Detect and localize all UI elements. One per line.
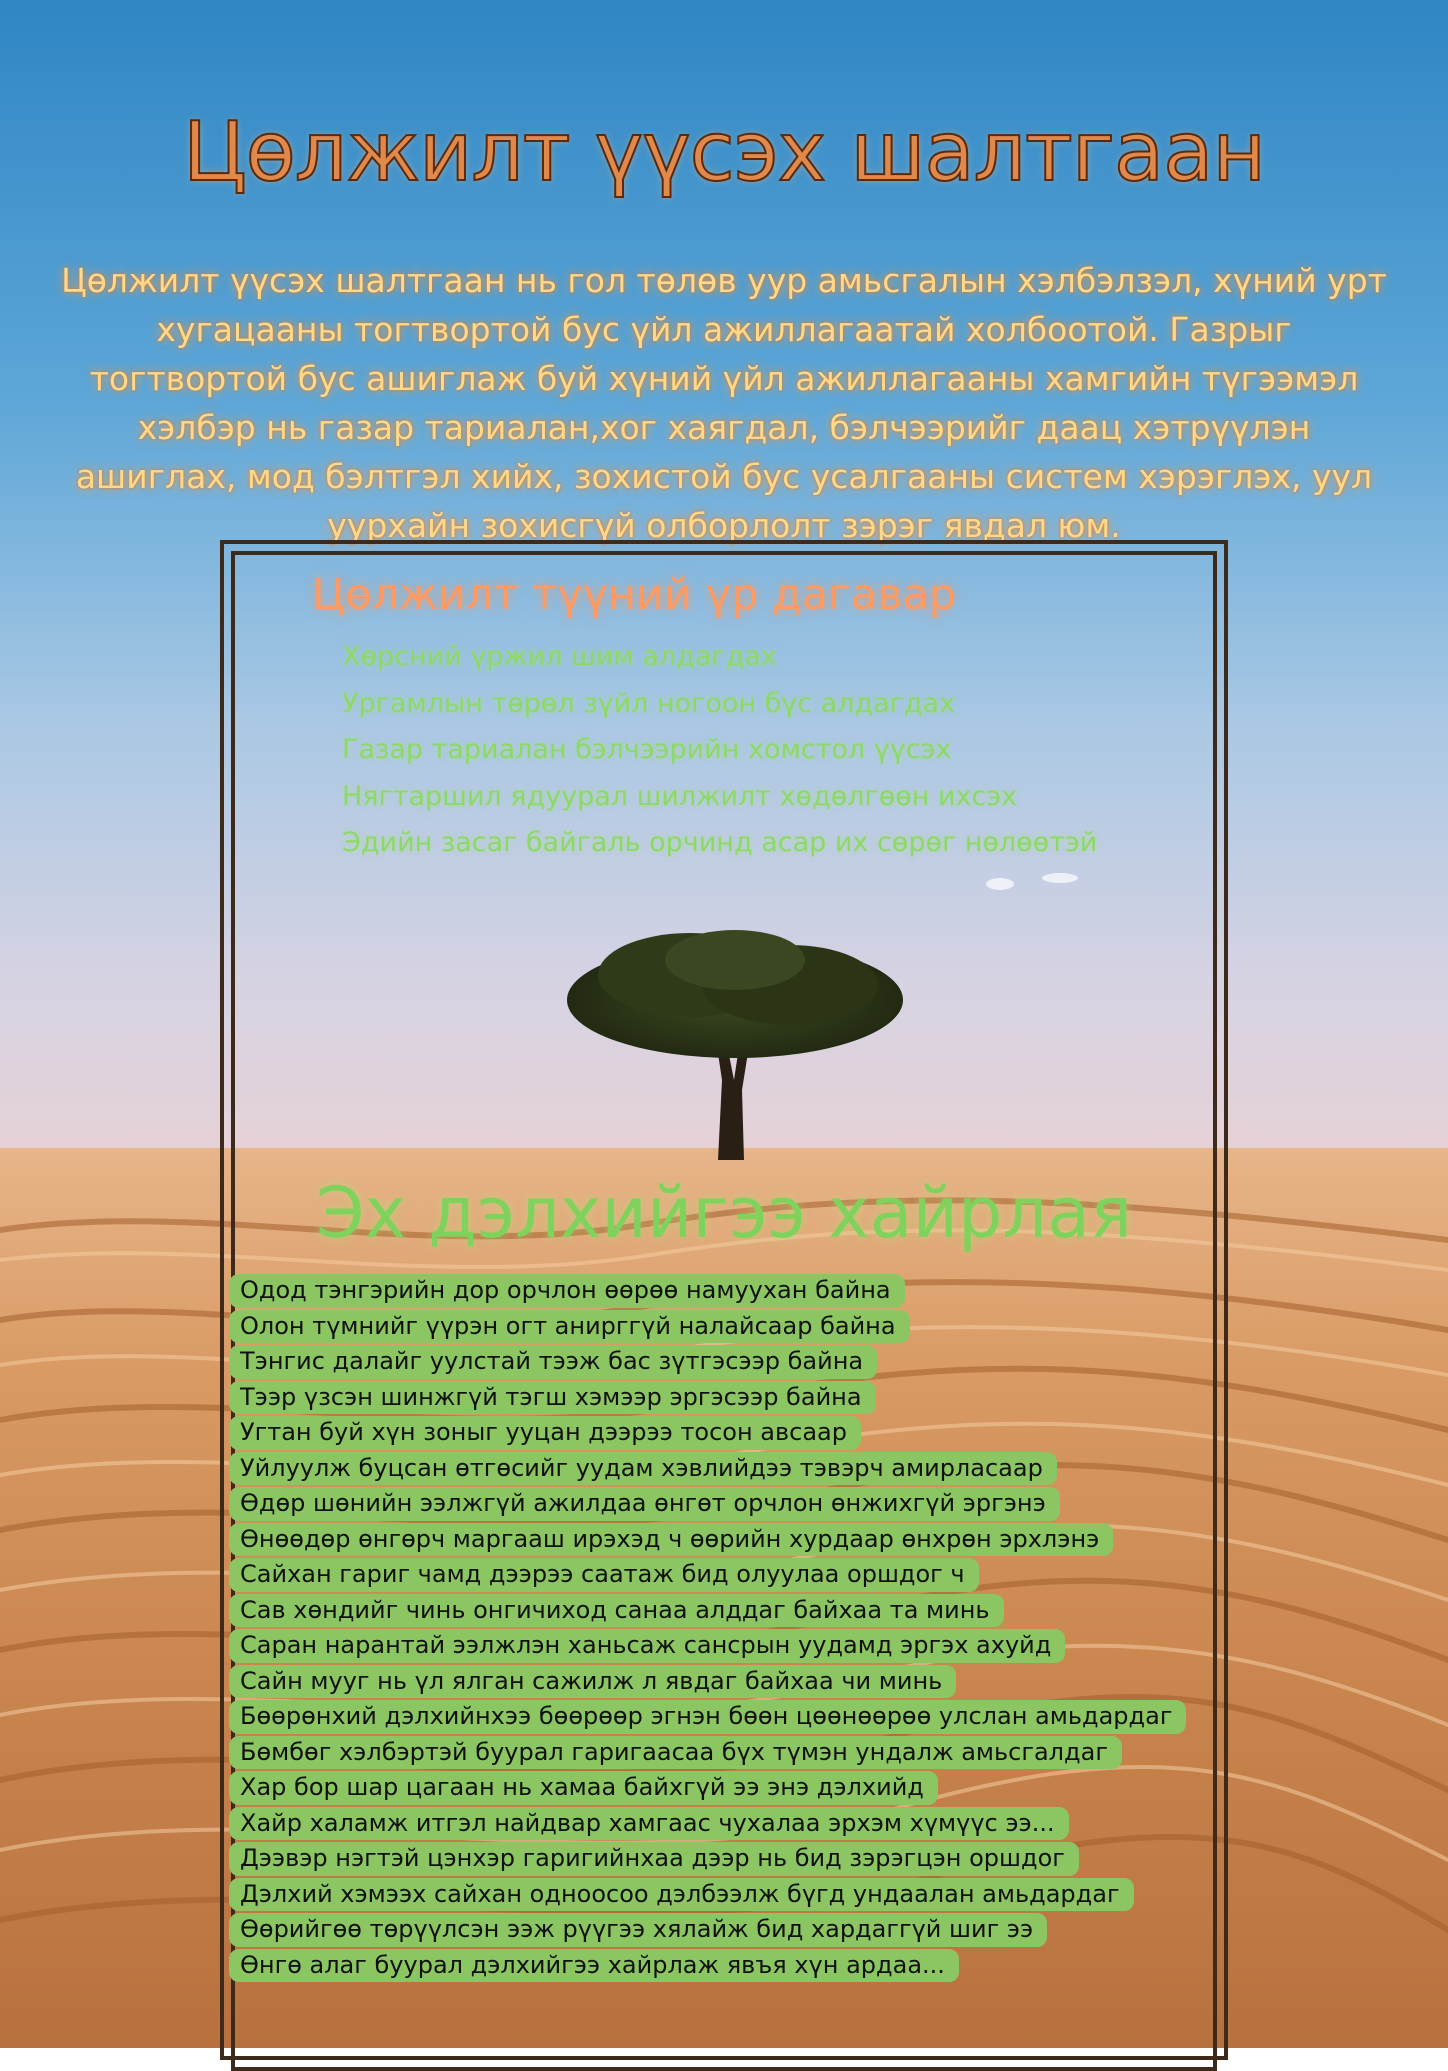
effects-list: [342, 634, 1097, 867]
poem-line: Өдөр шөнийн ээлжгүй ажилдаа өнгөт орчлон өнжихгүй эргэнэ: [229, 1487, 1060, 1521]
poem-title: Эх дэлхийгээ хайрлая: [315, 1172, 1133, 1254]
poem-line: Өнгө алаг буурал дэлхийгээ хайрлаж явъя хүн ардаа...: [229, 1949, 959, 1983]
effects-item: Ургамлын төрөл зүйл ногоон бүс алдагдах: [342, 687, 956, 719]
effects-item: Эдийн засаг байгаль орчинд асар их сөрөг нөлөөтэй: [342, 827, 1098, 858]
poem-line: Уйлуулж буцсан өтгөсийг уудам хэвлийдээ тэвэрч амирласаар: [229, 1452, 1057, 1486]
effects-heading: Цөлжилт түүний үр дагавар: [312, 570, 957, 620]
poem-line: Сайхан гариг чамд дээрээ саатаж бид олуулаа оршдог ч: [229, 1558, 979, 1592]
poem-line: Хайр халамж итгэл найдвар хамгаас чухалаа эрхэм хүмүүс ээ...: [229, 1807, 1069, 1841]
effects-item: Газар тариалан бэлчээрийн хомстол үүсэх: [342, 734, 952, 765]
page-title: Цөлжилт үүсэх шалтгаан: [182, 105, 1266, 200]
poem-line: Олон түмнийг үүрэн огт анирггүй налайсаар байна: [229, 1310, 910, 1344]
poem-line: Өөрийгөө төрүүлсэн ээж рүүгээ хялайж бид хардаггүй шиг ээ: [229, 1913, 1047, 1947]
poem-line: Хар бор шар цагаан нь хамаа байхгүй ээ энэ дэлхийд: [229, 1771, 938, 1805]
effects-item: Хөрсний үржил шим алдагдах: [342, 641, 777, 672]
poem-line: Дээвэр нэгтэй цэнхэр гаригийнхаа дээр нь бид зэрэгцэн оршдог: [229, 1842, 1079, 1876]
poem-line: Угтан буй хүн зоныг ууцан дээрээ тосон авсаар: [229, 1416, 861, 1450]
poem-line: Тээр үзсэн шинжгүй тэгш хэмээр эргэсээр байна: [229, 1381, 876, 1415]
poem-line: Одод тэнгэрийн дор орчлон өөрөө намуухан байна: [229, 1274, 905, 1308]
poem-line: Бөмбөг хэлбэртэй буурал гаригаасаа бүх түмэн ундалж амьсгалдаг: [229, 1736, 1122, 1770]
poem-line: Саран нарантай ээлжлэн ханьсаж сансрын уудамд эргэх ахуйд: [229, 1629, 1065, 1663]
poem-lines: [229, 1274, 1186, 1984]
intro-paragraph: Цөлжилт үүсэх шалтгаан нь гол төлөв уур амьсгалын хэлбэлзэл, хүний урт хугацааны тогтвортой бус үйл ажиллагаатай холбоотой. Газрыг тогтвортой бус ашиглаж буй хүний үйл ажиллагааны хамгийн түгээмэл хэлбэр нь газар тариалан,хог хаягдал, бэлчээрийг даац хэтрүүлэн ашиглах, мод бэлтгэл хийх, зохистой бус усалгааны систем хэрэглэх, уул уурхайн зохисгүй олборлолт зэрэг явдал юм.: [61, 261, 1387, 545]
effects-item: Нягтаршил ядуурал шилжилт хөдөлгөөн ихсэх: [342, 780, 1018, 812]
poem-line: Дэлхий хэмээх сайхан одноосоо дэлбээлж бүгд ундаалан амьдардаг: [229, 1878, 1134, 1912]
poem-line: Өнөөдөр өнгөрч маргааш ирэхэд ч өөрийн хурдаар өнхрөн эрхлэнэ: [229, 1523, 1113, 1557]
poem-line: Сайн мууг нь үл ялган сажилж л явдаг байхаа чи минь: [229, 1665, 956, 1699]
poem-line: Бөөрөнхий дэлхийнхээ бөөрөөр эгнэн бөөн цөөнөөрөө улслан амьдардаг: [229, 1700, 1186, 1734]
poem-line: Сав хөндийг чинь онгичиход санаа алддаг байхаа та минь: [229, 1594, 1004, 1628]
poem-line: Тэнгис далайг уулстай тээж бас зүтгэсээр байна: [229, 1345, 877, 1379]
